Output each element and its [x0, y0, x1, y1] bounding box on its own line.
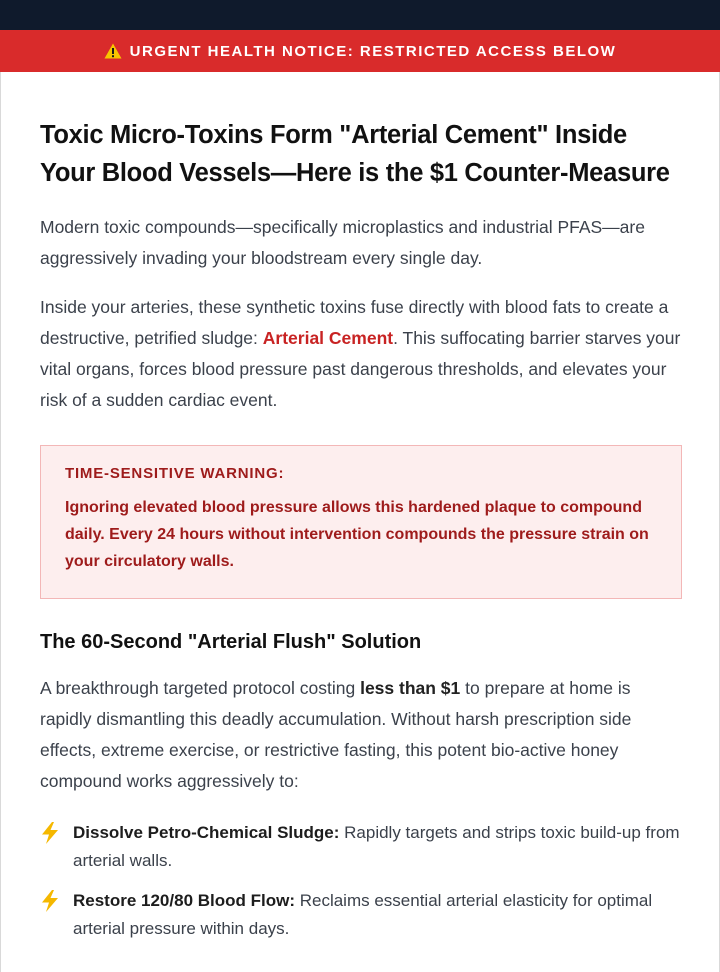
arterial-cement-paragraph	[40, 292, 682, 416]
lightning-bolt-icon	[40, 822, 60, 844]
article-title: Toxic Micro-Toxins Form "Arterial Cement" Inside Your Blood Vessels—Here is the $1 Counter-Measure	[40, 121, 670, 187]
benefit-title: Dissolve Petro-Chemical Sludge:	[73, 823, 340, 842]
top-status-bar	[0, 0, 720, 30]
paragraph-text-end: . This suffocating barrier starves your vital organs, forces blood pressure past dangerous thresholds, and elevates your risk of a sudden cardiac event.	[40, 328, 681, 410]
protocol-text-end: to prepare at home is rapidly dismantling this deadly accumulation. Without harsh prescription side effects, extreme exercise, or restrictive fasting, this potent bio-active honey compound works aggressively to:	[40, 678, 632, 791]
price-highlight: less than $1	[360, 678, 461, 698]
warning-icon	[104, 43, 122, 59]
protocol-text-start: A breakthrough targeted protocol costing	[40, 678, 361, 698]
lightning-bolt-icon	[40, 890, 60, 912]
benefit-item	[40, 819, 682, 875]
benefit-text: Reclaims essential arterial elasticity for optimal arterial pressure within days.	[73, 891, 653, 938]
arterial-cement-highlight: Arterial Cement	[262, 328, 394, 348]
section-heading: The 60-Second "Arterial Flush" Solution	[40, 631, 422, 653]
benefit-item	[40, 887, 682, 943]
benefits-list	[40, 819, 682, 943]
warning-title: TIME-SENSITIVE WARNING:	[65, 465, 285, 482]
warning-text: Ignoring elevated blood pressure allows this hardened plaque to compound daily. Every 24 hours without intervention compounds the pressure strain on your circulatory walls.	[65, 499, 649, 570]
urgent-notice-banner	[0, 30, 720, 72]
benefit-title: Restore 120/80 Blood Flow:	[73, 891, 295, 910]
article-content	[40, 72, 682, 955]
paragraph-text-start: Inside your arteries, these synthetic toxins fuse directly with blood fats to create a destructive, petrified sludge:	[40, 297, 669, 348]
time-sensitive-warning-box	[40, 445, 682, 599]
notice-text: URGENT HEALTH NOTICE: RESTRICTED ACCESS BELOW	[129, 42, 617, 60]
protocol-paragraph	[40, 673, 682, 797]
intro-paragraph: Modern toxic compounds—specifically microplastics and industrial PFAS—are aggressively invading your bloodstream every single day.	[40, 217, 645, 268]
benefit-text: Rapidly targets and strips toxic build-up from arterial walls.	[73, 823, 680, 870]
